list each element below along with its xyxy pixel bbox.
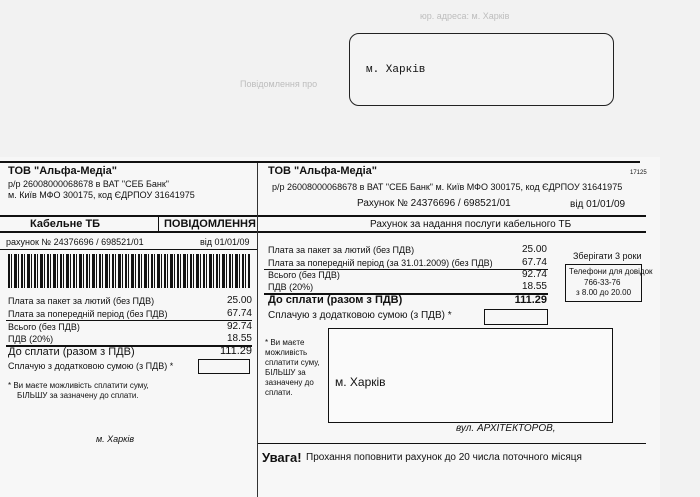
left-company: ТОВ "Альфа-Медіа" (8, 165, 117, 177)
left-extra-label: Сплачую з додатковою сумою (з ПДВ) * (8, 361, 174, 371)
notice-label: ПОВІДОМЛЕННЯ (164, 218, 256, 230)
right-company: ТОВ "Альфа-Медіа" (268, 165, 377, 177)
right-note-line: сплатити суму, (265, 358, 320, 367)
right-note-line: зазначену до (265, 378, 314, 387)
envelope-window (349, 33, 614, 106)
right-row-label: Плата за пакет за лютий (без ПДВ) (268, 245, 415, 255)
left-total-value: 111.29 (219, 345, 252, 357)
address-city: м. Харків (335, 375, 386, 389)
right-note-line: сплати. (265, 388, 293, 397)
right-row-value: 67.74 (521, 257, 547, 268)
right-bank-line: р/р 26008000068678 в ВАТ "СЕБ Банк" м. Київ МФО 300175, код ЄДРПОУ 31641975 (272, 182, 623, 192)
left-bank-line2: м. Київ МФО 300175, код ЄДРПОУ 31641975 (8, 190, 195, 200)
phones-number: 766-33-76 (584, 278, 621, 287)
right-note-line: можливість (265, 348, 308, 357)
phones-box (565, 264, 653, 302)
left-row-value: 92.74 (226, 321, 252, 332)
invoice-date: від 01/01/09 (570, 199, 626, 210)
invoice-heading: Рахунок за надання послуги кабельного ТБ (370, 219, 572, 230)
right-extra-label: Сплачую з додатковою сумою (з ПДВ) * (268, 310, 452, 321)
left-extra-amount-input[interactable] (198, 359, 250, 374)
right-total-label: До сплати (разом з ПДВ) (268, 294, 403, 306)
right-row-value: 25.00 (521, 244, 547, 255)
heading-rule-bottom (258, 231, 646, 233)
heading-rule-top (258, 215, 646, 217)
left-city: м. Харків (96, 434, 135, 444)
right-row-value: 18.55 (521, 281, 547, 292)
address-window (328, 328, 613, 423)
right-note-line: БІЛЬШУ за (265, 368, 306, 377)
right-note-line: * Ви маєте (265, 338, 305, 347)
form-number: 17125 (630, 170, 647, 176)
left-note-line1: * Ви маєте можливість сплатити суму, (8, 381, 149, 390)
left-row-label: Плата за попередній період (без ПДВ) (8, 309, 168, 319)
right-row-value: 92.74 (521, 269, 547, 280)
attention-rule (258, 443, 646, 444)
left-row-value: 25.00 (226, 295, 252, 306)
left-bank-line1: р/р 26008000068678 в ВАТ "СЕБ Банк" (8, 179, 169, 189)
left-row-label: Плата за пакет за лютий (без ПДВ) (8, 296, 155, 306)
left-row-label: Всього (без ПДВ) (8, 322, 80, 332)
right-total-value: 111.29 (514, 294, 547, 306)
envelope-city: м. Харків (366, 64, 426, 76)
ghost-text: юр. адреса: м. Харків (420, 11, 510, 21)
right-row-label: ПДВ (20%) (268, 282, 314, 292)
attention-label: Увага! (262, 450, 302, 465)
left-row-label: ПДВ (20%) (8, 334, 54, 344)
phones-hours: з 8.00 до 20.00 (576, 288, 632, 297)
keep-notice: Зберігати 3 роки (573, 251, 642, 261)
right-note (265, 338, 320, 398)
left-account-number: рахунок № 24376696 / 698521/01 (6, 237, 144, 247)
right-extra-amount-input[interactable] (484, 309, 548, 325)
right-row-label: Плата за попередній період (за 31.01.2009) (без ПДВ) (268, 258, 493, 268)
phones-title: Телефони для довідок (569, 267, 653, 276)
left-total-label: До сплати (разом з ПДВ) (8, 346, 135, 358)
service-name: Кабельне ТБ (30, 218, 101, 230)
left-row-value: 18.55 (226, 333, 252, 344)
bill-form-overlay (0, 157, 660, 497)
left-account-date: від 01/01/09 (200, 237, 250, 247)
left-note-line2: БІЛЬШУ за зазначену до сплати. (17, 391, 139, 400)
invoice-number: Рахунок № 24376696 / 698521/01 (357, 198, 511, 209)
left-row-value: 67.74 (226, 308, 252, 319)
address-street: вул. АРХІТЕКТОРОВ, (456, 423, 556, 434)
right-row-label: Всього (без ПДВ) (268, 270, 340, 280)
attention-text: Прохання поповнити рахунок до 20 числа поточного місяця (306, 452, 582, 463)
ghost-text: Повідомлення про (240, 79, 318, 89)
